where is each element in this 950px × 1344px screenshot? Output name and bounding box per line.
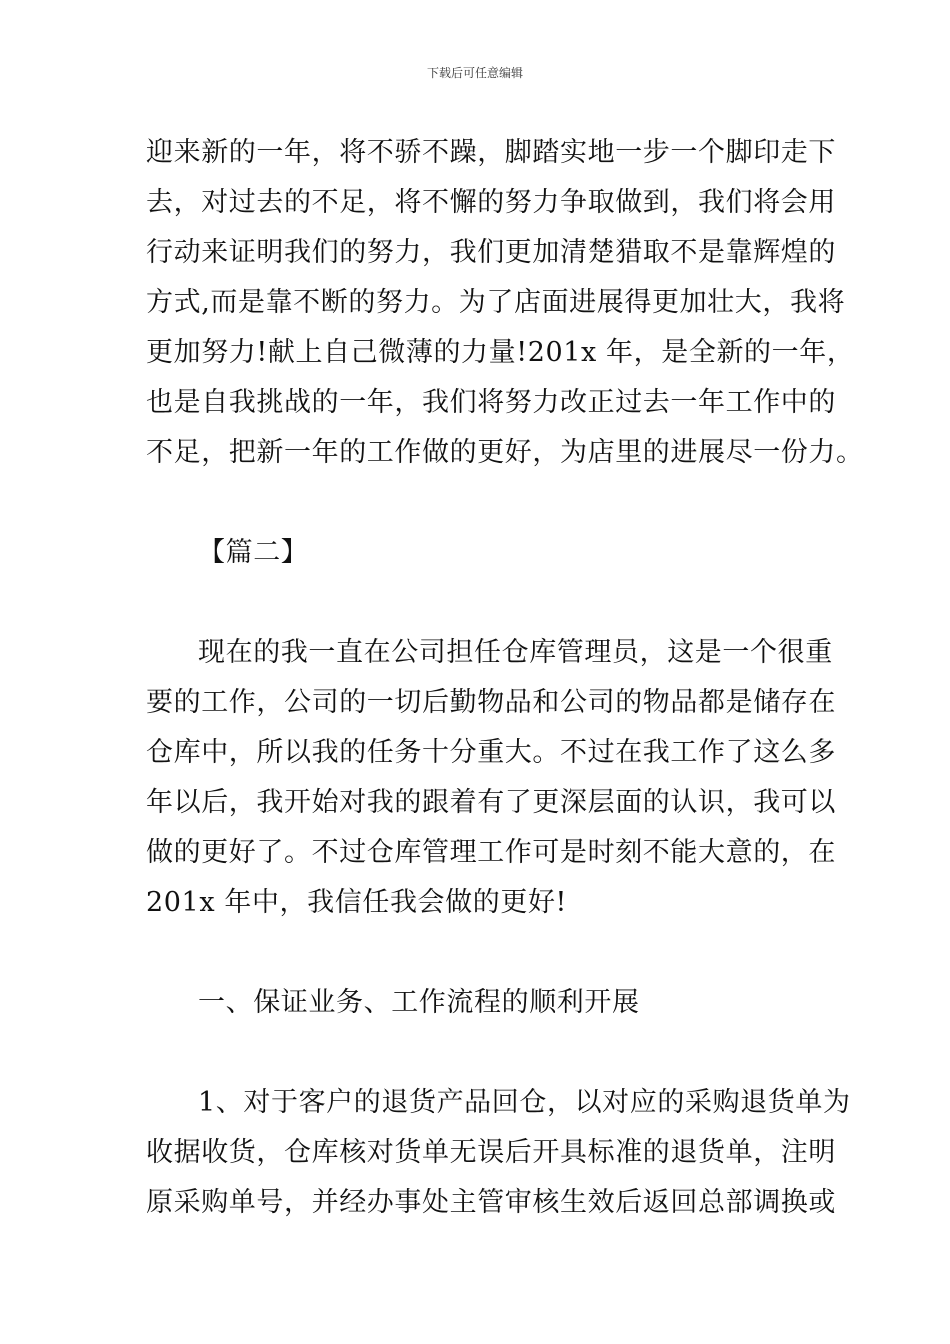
text-line: 迎来新的一年，将不骄不躁，脚踏实地一步一个脚印走下	[146, 137, 836, 168]
text-line: 行动来证明我们的努力，我们更加清楚猎取不是靠辉煌的	[146, 237, 836, 268]
spacer	[146, 578, 812, 628]
heading-one: 一、保证业务、工作流程的顺利开展	[198, 987, 640, 1018]
text-line: 要的工作，公司的一切后勤物品和公司的物品都是储存在	[146, 687, 836, 718]
text-line: 仓库中，所以我的任务十分重大。不过在我工作了这么多	[146, 737, 836, 768]
spacer	[146, 478, 812, 528]
text-line: 收据收货，仓库核对货单无误后开具标准的退货单，注明	[146, 1137, 836, 1168]
text-line: 现在的我一直在公司担任仓库管理员，这是一个很重	[198, 637, 833, 668]
text-line: 更加努力!献上自己微薄的力量!201x 年，是全新的一年，	[146, 337, 855, 368]
text-line: 不足，把新一年的工作做的更好，为店里的进展尽一份力。	[146, 437, 864, 468]
text-line: 方式,而是靠不断的努力。为了店面进展得更加壮大，我将	[146, 287, 846, 318]
paragraph-intro	[146, 628, 836, 928]
paragraph-item-one	[146, 1078, 851, 1228]
text-line: 做的更好了。不过仓库管理工作可是时刻不能大意的，在	[146, 837, 836, 868]
text-line: 原采购单号，并经办事处主管审核生效后返回总部调换或	[146, 1187, 836, 1218]
text-line: 也是自我挑战的一年，我们将努力改正过去一年工作中的	[146, 387, 836, 418]
text-line: 1、对于客户的退货产品回仓，以对应的采购退货单为	[198, 1087, 851, 1118]
document-body	[146, 128, 864, 1228]
spacer	[146, 928, 812, 978]
section-title: 【篇二】	[198, 537, 309, 568]
paragraph-closing	[146, 128, 864, 478]
text-line: 201x 年中，我信任我会做的更好!	[146, 887, 567, 918]
text-line: 年以后，我开始对我的跟着有了更深层面的认识，我可以	[146, 787, 836, 818]
spacer	[146, 1028, 812, 1078]
text-line: 去，对过去的不足，将不懈的努力争取做到，我们将会用	[146, 187, 836, 218]
page-header: 下载后可任意编辑	[426, 66, 523, 80]
